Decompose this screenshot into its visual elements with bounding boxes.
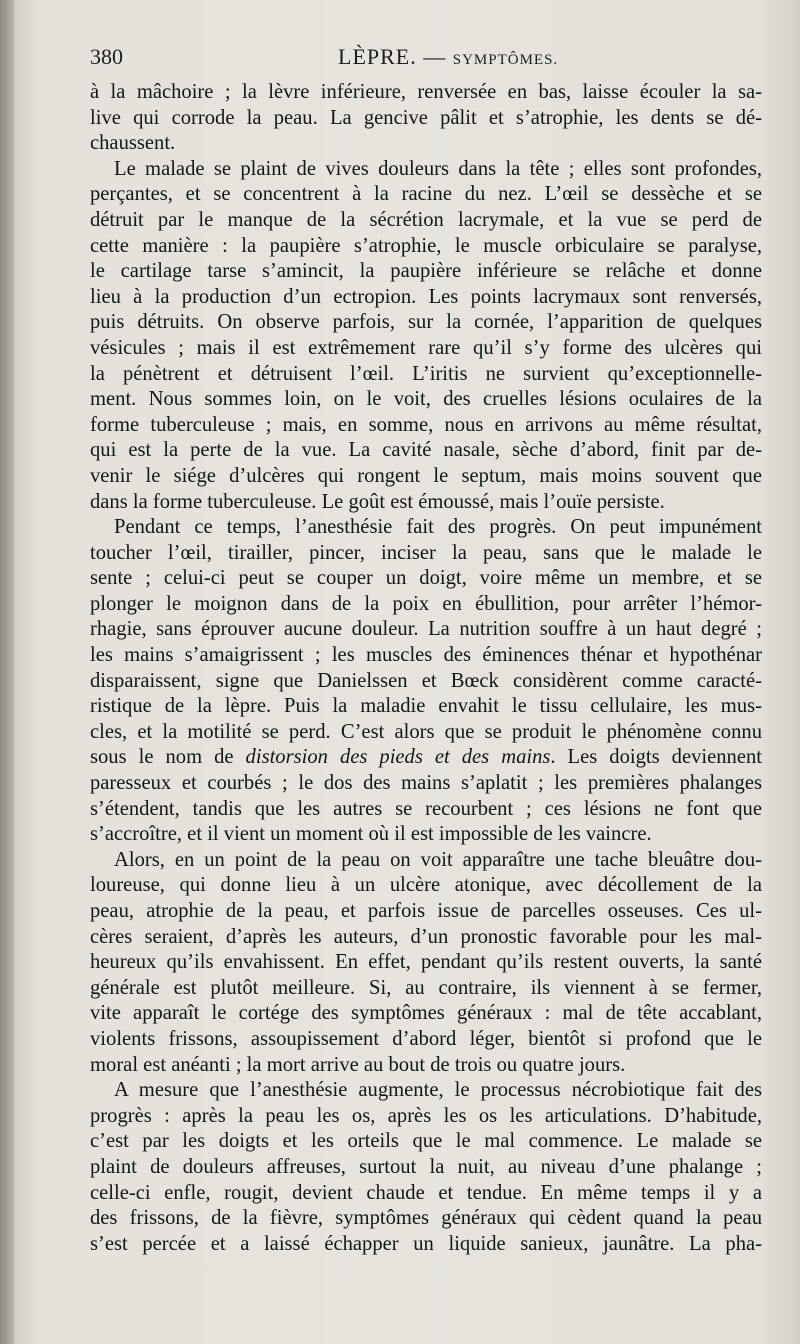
text-line (90, 669, 762, 695)
text-line (90, 182, 762, 208)
text-line-content: dans la forme tuberculeuse. Le goût est émoussé, mais l’ouïe persiste. (90, 490, 665, 513)
text-line (90, 541, 762, 567)
text-line (90, 131, 762, 157)
text-line-content: venir le siége d’ulcères qui rongent le septum, mais moins souvent que (90, 464, 762, 487)
text-line-content: loureuse, qui donne lieu à un ulcère atonique, avec décollement de la (90, 874, 762, 897)
running-title-main: LÈPRE. — (338, 44, 453, 69)
text-line (90, 208, 762, 234)
text-line (90, 1206, 762, 1232)
text-line-content: générale est plutôt meilleure. Si, au contraire, ils viennent à se fermer, (90, 976, 762, 999)
text-line (90, 438, 762, 464)
text-line-content: sous le nom de (90, 746, 246, 769)
text-line-continuation: . Les doigts deviennent (550, 746, 762, 769)
page-binding-shadow (0, 0, 14, 1344)
running-header (90, 44, 770, 74)
text-line (90, 157, 762, 183)
text-line-content: qui est la perte de la vue. La cavité nasale, sèche d’abord, finit par de- (90, 439, 762, 462)
text-line-content: progrès : après la peau les os, après les os les articulations. D’habitude, (90, 1104, 762, 1127)
text-line-content: forme tuberculeuse ; mais, en somme, nous en arrivons au même résultat, (90, 413, 762, 436)
text-line (90, 387, 762, 413)
text-line (90, 643, 762, 669)
text-line (90, 1155, 762, 1181)
text-line-content: peau, atrophie de la peau, et parfois issue de parcelles osseuses. Ces ul- (90, 900, 762, 922)
text-line-content: disparaissent, signe que Danielssen et Bœck considèrent comme caracté- (90, 669, 762, 692)
text-line (90, 617, 762, 643)
text-line-content: Le malade se plaint de vives douleurs dans la tête ; elles sont profondes, (114, 157, 762, 180)
text-line-content: perçantes, et se concentrent à la racine du nez. L’œil se dessèche et se (90, 183, 762, 206)
text-line-content: cles, et la motilité se perd. C’est alors que se produit le phénomène connu (90, 720, 762, 743)
text-line-content: la pénètrent et détruisent l’œil. L’iritis ne survient qu’exceptionnelle- (90, 362, 762, 385)
text-line (90, 1104, 762, 1130)
text-line (90, 848, 762, 874)
text-line-content: plonger le moignon dans de la poix en ébullition, pour arrêter l’hémor- (90, 592, 762, 615)
text-line-content: Alors, en un point de la peau on voit apparaître une tache bleuâtre dou- (114, 848, 762, 871)
text-line (90, 1129, 762, 1155)
text-line-content: moral est anéanti ; la mort arrive au bout de trois ou quatre jours. (90, 1053, 626, 1076)
text-line-content: heureux qu’ils envahissent. En effet, pendant qu’ils restent ouverts, la santé (90, 951, 762, 974)
text-line (90, 515, 762, 541)
text-line-content: s’étendent, tandis que les autres se recourbent ; ces lésions ne font que (90, 797, 762, 820)
text-line (90, 362, 762, 388)
text-line-content: A mesure que l’anesthésie augmente, le processus nécrobiotique fait des (114, 1079, 762, 1102)
text-line-content: live qui corrode la peau. La gencive pâlit et s’atrophie, les dents se dé- (90, 106, 762, 129)
text-line (90, 950, 762, 976)
text-line-content: détruit par le manque de la sécrétion lacrymale, et la vue se perd de (90, 208, 762, 231)
text-line-content: plaint de douleurs affreuses, surtout la nuit, au niveau d’une phalange ; (90, 1155, 762, 1178)
text-line (90, 899, 762, 925)
text-line-content: c’est par les doigts et les orteils que le mal commence. Le malade se (90, 1130, 762, 1153)
text-line-content: puis détruits. On observe parfois, sur la cornée, l’apparition de quelques (90, 311, 762, 334)
text-line (90, 1027, 762, 1053)
text-line-content: Pendant ce temps, l’anesthésie fait des progrès. On peut impunément (114, 516, 762, 539)
text-line (90, 106, 762, 132)
text-line (90, 310, 762, 336)
text-line (90, 464, 762, 490)
text-line-content: ristique de la lèpre. Puis la maladie envahit le tissu cellulaire, les mus- (90, 695, 762, 718)
text-line (90, 1232, 762, 1258)
text-line (90, 413, 762, 439)
text-line-content: s’est percée et a laissé échapper un liquide sanieux, jaunâtre. La pha- (90, 1232, 762, 1255)
text-line-content: ment. Nous sommes loin, on le voit, des cruelles lésions oculaires de la (90, 388, 762, 411)
text-line-content: cette manière : la paupière s’atrophie, le muscle orbiculaire se paralyse, (90, 234, 762, 257)
text-line (90, 873, 762, 899)
text-line (90, 234, 762, 260)
text-line-content: des frissons, de la fièvre, symptômes généraux qui cèdent quand la peau (90, 1207, 762, 1230)
text-line-content: vésicules ; mais il est extrêmement rare qu’il s’y forme des ulcères qui (90, 336, 762, 359)
text-line (90, 771, 762, 797)
text-line-content: toucher l’œil, tirailler, pincer, inciser la peau, sans que le malade le (90, 541, 762, 564)
text-line (90, 1181, 762, 1207)
text-line-content: le cartilage tarse s’amincit, la paupière inférieure se relâche et donne (90, 260, 762, 283)
italic-phrase: distorsion des pieds et des mains (245, 746, 551, 769)
text-line (90, 336, 762, 362)
text-line (90, 1001, 762, 1027)
text-line-content: sente ; celui-ci peut se couper un doigt, voire même un membre, et se (90, 567, 762, 590)
text-line (90, 592, 762, 618)
text-line (90, 1053, 762, 1079)
text-line-content: chaussent. (90, 132, 176, 155)
text-line (90, 1078, 762, 1104)
text-line-content: les mains s’amaigrissent ; les muscles des éminences thénar et hypothénar (90, 644, 762, 667)
text-line (90, 976, 762, 1002)
text-line (90, 80, 762, 106)
text-line-content: paresseux et courbés ; le dos des mains s’aplatit ; les premières phalanges (90, 772, 762, 795)
text-line-content: cères seraient, d’après les auteurs, d’un pronostic favorable pour les mal- (90, 925, 762, 948)
text-line-content: celle-ci enfle, rougit, devient chaude et tendue. En même temps il y a (90, 1181, 762, 1204)
text-line (90, 822, 762, 848)
text-line-content: violents frissons, assoupissement d’abord léger, bientôt si profond que le (90, 1027, 762, 1050)
text-line-content: rhagie, sans éprouver aucune douleur. La nutrition souffre à un haut degré ; (90, 618, 762, 641)
text-line-content: vite apparaît le cortége des symptômes généraux : mal de tête accablant, (90, 1002, 762, 1025)
running-title (338, 44, 558, 70)
text-line (90, 720, 762, 746)
text-line (90, 285, 762, 311)
text-line (90, 490, 762, 516)
running-title-sub: SYMPTÔMES. (452, 52, 559, 68)
text-line-content: lieu à la production d’un ectropion. Les points lacrymaux sont renversés, (90, 285, 762, 308)
text-line (90, 745, 762, 771)
body-text (90, 80, 762, 1257)
page-number: 380 (90, 44, 123, 69)
text-line (90, 797, 762, 823)
text-line (90, 566, 762, 592)
text-line (90, 925, 762, 951)
text-line (90, 694, 762, 720)
text-line-content: à la mâchoire ; la lèvre inférieure, renversée en bas, laisse écouler la sa- (90, 81, 762, 103)
text-line (90, 259, 762, 285)
text-line-content: s’accroître, et il vient un moment où il est impossible de les vaincre. (90, 823, 652, 846)
